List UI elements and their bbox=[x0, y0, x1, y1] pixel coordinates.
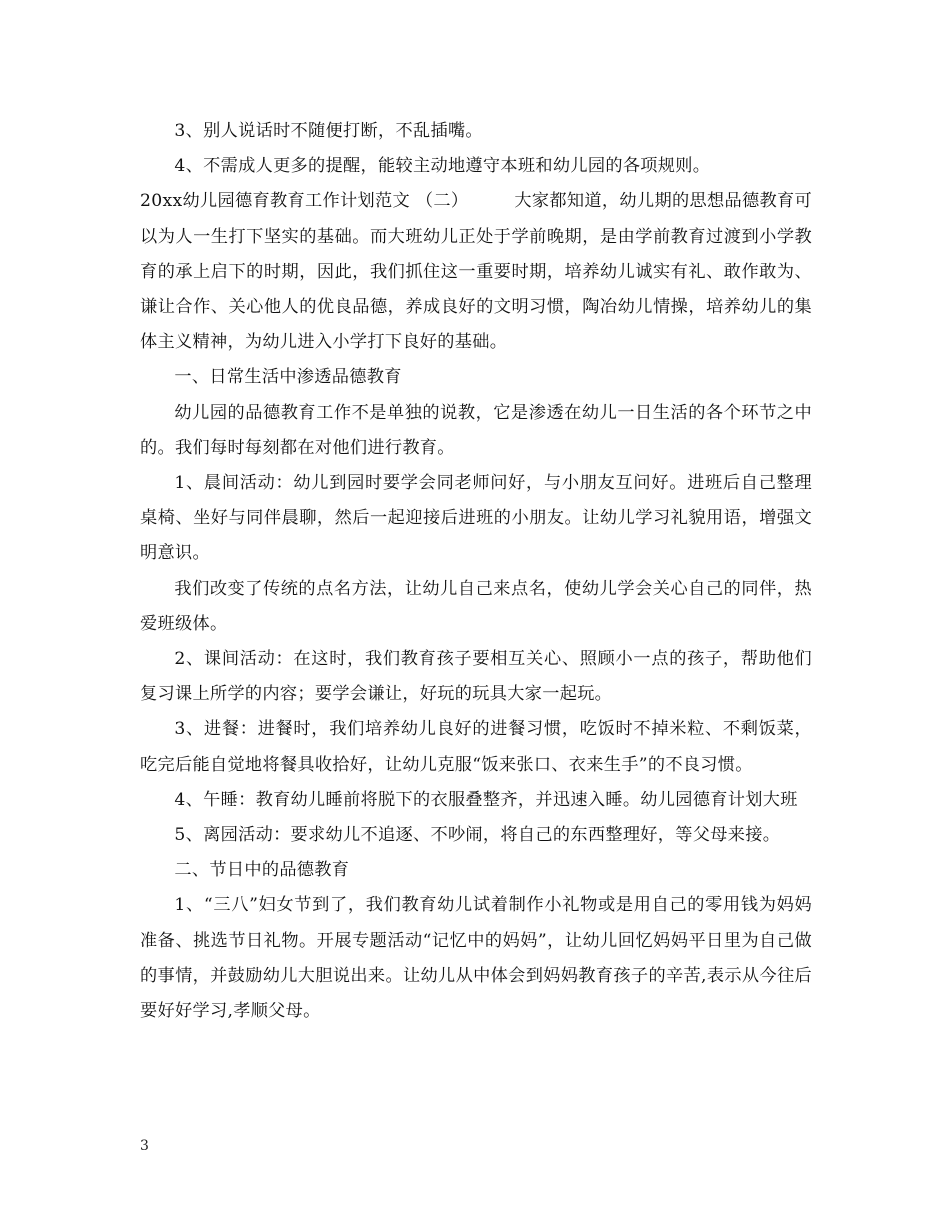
paragraph: 我们改变了传统的点名方法，让幼儿自己来点名，使幼儿学会关心自己的同伴，热爱班级体。 bbox=[140, 578, 812, 634]
paragraph: 1、晨间活动：幼儿到园时要学会同老师问好，与小朋友互问好。进班后自己整理桌椅、坐好与同伴晨聊，然后一起迎接后进班的小朋友。让幼儿学习礼貌用语，增强文明意识。 bbox=[140, 473, 812, 564]
paragraph: 3、进餐：进餐时，我们培养幼儿良好的进餐习惯，吃饭时不掉米粒、不剩饭菜，吃完后能自觉地将餐具收拾好，让幼儿克服“饭来张口、衣来生手”的不良习惯。 bbox=[140, 719, 812, 775]
list-item: 3、别人说话时不随便打断，不乱插嘴。 bbox=[174, 121, 483, 141]
section-heading: 一、日常生活中渗透品德教育 bbox=[174, 367, 402, 388]
paragraph: 2、课间活动：在这时，我们教育孩子要相互关心、照顾小一点的孩子，帮助他们复习课上所学的内容；要学会谦让，好玩的玩具大家一起玩。 bbox=[140, 649, 812, 705]
document-title: 20xx幼儿园德育教育工作计划范文 （二） bbox=[140, 191, 469, 212]
paragraph: 4、午睡：教育幼儿睡前将脱下的衣服叠整齐，并迅速入睡。幼儿园德育计划大班 bbox=[174, 789, 798, 810]
intro-text: 大家都知道，幼儿期的思想品德教育可以为人一生打下坚实的基础。而大班幼儿正处于学前晚期，是由学前教育过渡到小学教育的承上启下的时期，因此，我们抓住这一重要时期，培养幼儿诚实有礼、敢作敢为、谦让合作、关心他人的优良品德，养成良好的文明习惯，陶冶幼儿情操，培养幼儿的集体主义精神，为幼儿进入小学打下良好的基础。 bbox=[140, 191, 812, 353]
paragraph: 幼儿园的品德教育工作不是单独的说教，它是渗透在幼儿一日生活的各个环节之中的。我们每时每刻都在对他们进行教育。 bbox=[140, 402, 812, 458]
section-heading: 二、节日中的品德教育 bbox=[174, 860, 350, 881]
page-number: 3 bbox=[140, 1138, 149, 1154]
list-item: 4、不需成人更多的提醒，能较主动地遵守本班和幼儿园的各项规则。 bbox=[174, 156, 711, 177]
title-paragraph bbox=[140, 184, 812, 360]
document-body bbox=[140, 114, 812, 1029]
paragraph: 5、离园活动：要求幼儿不追逐、不吵闹，将自己的东西整理好，等父母来接。 bbox=[174, 825, 781, 846]
paragraph: 1、“三八”妇女节到了，我们教育幼儿试着制作小礼物或是用自己的零用钱为妈妈准备、挑选节日礼物。开展专题活动“记忆中的妈妈”，让幼儿回忆妈妈平日里为自己做的事情，并鼓励幼儿大胆说出来。让幼儿从中体会到妈妈教育孩子的辛苦,表示从今往后要好好学习,孝顺父母。 bbox=[140, 895, 812, 1022]
